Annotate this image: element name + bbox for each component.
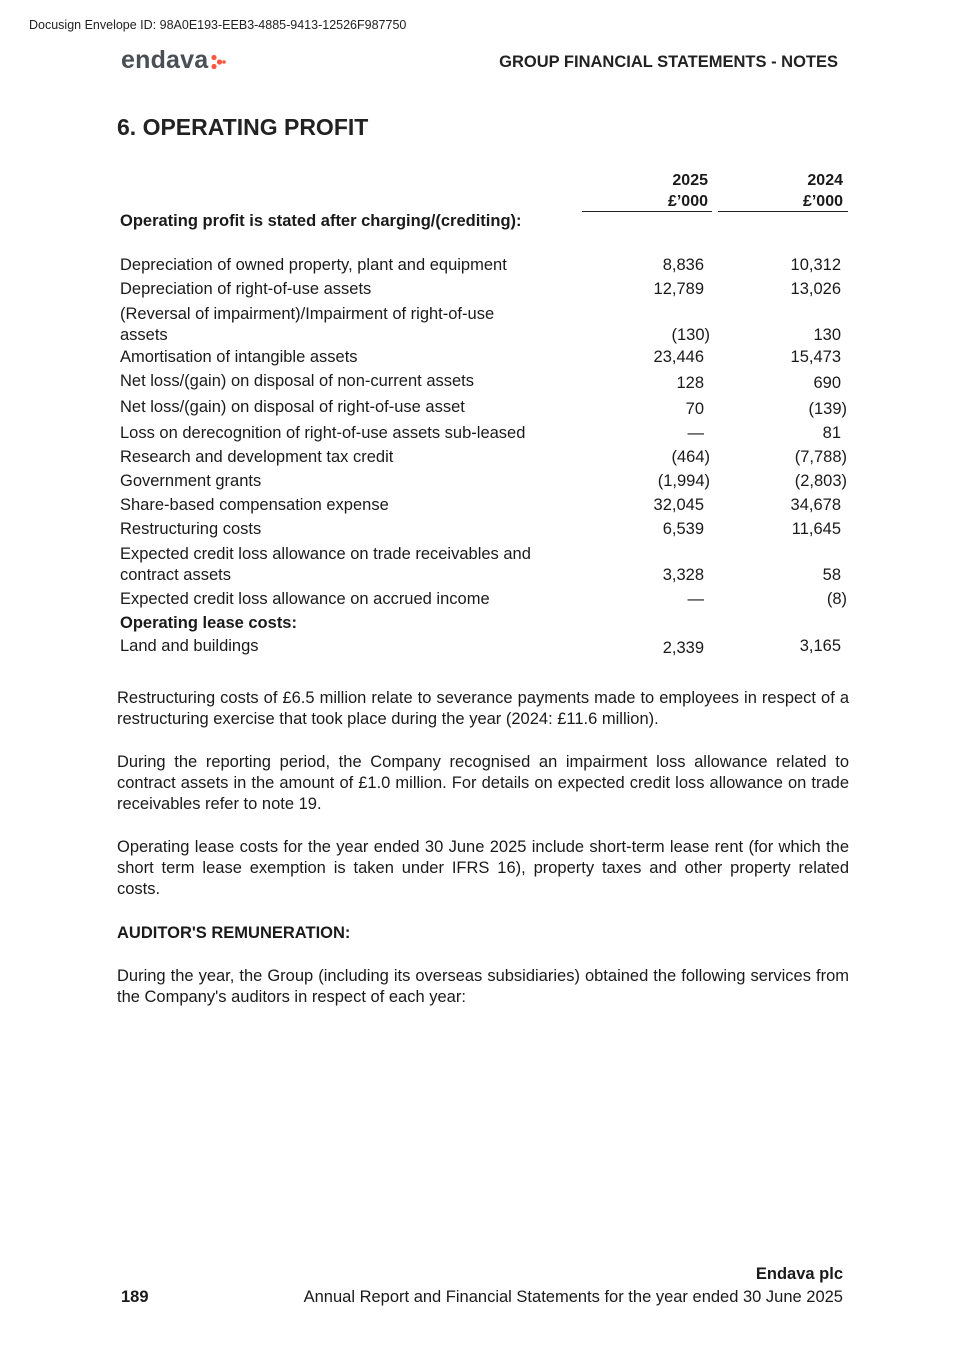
row-label: (Reversal of impairment)/Impairment of right-of-use assets (120, 305, 495, 344)
value-2025: — (687, 424, 704, 442)
column-rule (582, 211, 712, 212)
column-rule (718, 211, 848, 212)
value-2024: 13,026 (790, 280, 841, 298)
row-label: Expected credit loss allowance on accrued income (120, 590, 490, 608)
table-row (120, 517, 848, 540)
row-label: Depreciation of right-of-use assets (120, 280, 372, 298)
table-row (120, 635, 848, 659)
value-2024: 690 (813, 374, 841, 392)
value-2025: (1,994) (657, 472, 710, 490)
table-row (120, 370, 848, 394)
column-year: 2025 (672, 172, 708, 189)
table-row (120, 302, 848, 346)
auditor-heading: AUDITOR'S REMUNERATION: (117, 924, 351, 942)
value-2025: (464) (671, 448, 710, 466)
value-2025: — (687, 590, 704, 608)
value-2024: (2,803) (794, 472, 847, 490)
row-label: Research and development tax credit (120, 448, 394, 466)
row-label: Amortisation of intangible assets (120, 348, 358, 366)
row-label: Net loss/(gain) on disposal of non-current assets (120, 372, 475, 390)
logo-dot (217, 59, 222, 64)
value-2024: 10,312 (790, 256, 841, 274)
table-row (120, 587, 848, 610)
row-label: Expected credit loss allowance on trade receivables and contract assets (120, 545, 531, 584)
page-number: 189 (121, 1288, 149, 1306)
footer-report-title: Annual Report and Financial Statements for the year ended 30 June 2025 (303, 1288, 843, 1306)
column-header-2024 (713, 170, 843, 212)
value-2025: (130) (671, 326, 710, 344)
paragraph: During the reporting period, the Company recognised an impairment loss allowance related to contract assets in the amount of £1.0 million. For details on expected credit loss allowance on trade receivables refer to note 19. (117, 753, 849, 813)
value-2024: 130 (813, 326, 841, 344)
paragraph: Restructuring costs of £6.5 million relate to severance payments made to employees in respect of a restructuring exercise that took place during the year (2024: £11.6 million). (117, 689, 849, 728)
table-row (120, 396, 848, 420)
value-2024: 58 (822, 566, 841, 584)
value-2024: 81 (822, 424, 841, 442)
table-row (120, 254, 848, 276)
row-label: Restructuring costs (120, 520, 262, 538)
column-header-2025 (578, 170, 708, 212)
value-2024: (8) (826, 590, 847, 608)
logo-dot (223, 60, 227, 64)
value-2024: (139) (808, 400, 847, 418)
table-row (120, 541, 848, 586)
endava-logo-icon (210, 54, 226, 70)
header-title: GROUP FINANCIAL STATEMENTS - NOTES (499, 53, 838, 71)
logo-dot (212, 64, 217, 69)
column-unit: £’000 (667, 193, 708, 210)
table-row (120, 611, 848, 634)
section-title: 6. OPERATING PROFIT (117, 114, 369, 140)
value-2025: 3,328 (662, 566, 704, 584)
value-2025: 12,789 (653, 280, 704, 298)
value-2024: 15,473 (790, 348, 841, 366)
table-row (120, 421, 848, 444)
column-year: 2024 (807, 172, 843, 189)
value-2025: 32,045 (653, 496, 704, 514)
endava-logo (121, 46, 226, 75)
value-2025: 128 (676, 374, 704, 392)
column-unit: £’000 (802, 193, 843, 210)
row-label: Loss on derecognition of right-of-use assets sub-leased (120, 424, 526, 442)
value-2025: 8,836 (662, 256, 704, 274)
row-label: Net loss/(gain) on disposal of right-of-use asset (120, 398, 465, 416)
value-2025: 6,539 (662, 520, 704, 538)
table-intro: Operating profit is stated after charging/(crediting): (120, 212, 522, 230)
footer-company: Endava plc (755, 1265, 843, 1283)
row-label: Government grants (120, 472, 262, 490)
auditor-paragraph: During the year, the Group (including its overseas subsidiaries) obtained the following services from the Company's auditors in respect of each year: (117, 967, 849, 1006)
value-2025: 23,446 (653, 348, 704, 366)
value-2024: (7,788) (794, 448, 847, 466)
value-2024: 34,678 (790, 496, 841, 514)
logo-text: endava (121, 46, 209, 74)
value-2025: 2,339 (662, 639, 704, 657)
docusign-envelope-id: Docusign Envelope ID: 98A0E193-EEB3-4885-9413-12526F987750 (29, 18, 407, 32)
table-row (120, 346, 848, 368)
row-label: Depreciation of owned property, plant and equipment (120, 256, 507, 274)
value-2024: 3,165 (799, 637, 841, 655)
row-label: Share-based compensation expense (120, 496, 389, 514)
row-label: Land and buildings (120, 637, 259, 655)
value-2024: 11,645 (791, 520, 841, 538)
table-row (120, 493, 848, 516)
row-label: Operating lease costs: (120, 614, 297, 632)
logo-dot (212, 55, 217, 60)
table-row (120, 445, 848, 468)
table-row (120, 469, 848, 492)
value-2025: 70 (685, 400, 704, 418)
table-row (120, 278, 848, 300)
paragraph: Operating lease costs for the year ended 30 June 2025 include short-term lease rent (for which the short term lease exemption is taken under IFRS 16), property taxes and other property related costs. (117, 838, 849, 898)
